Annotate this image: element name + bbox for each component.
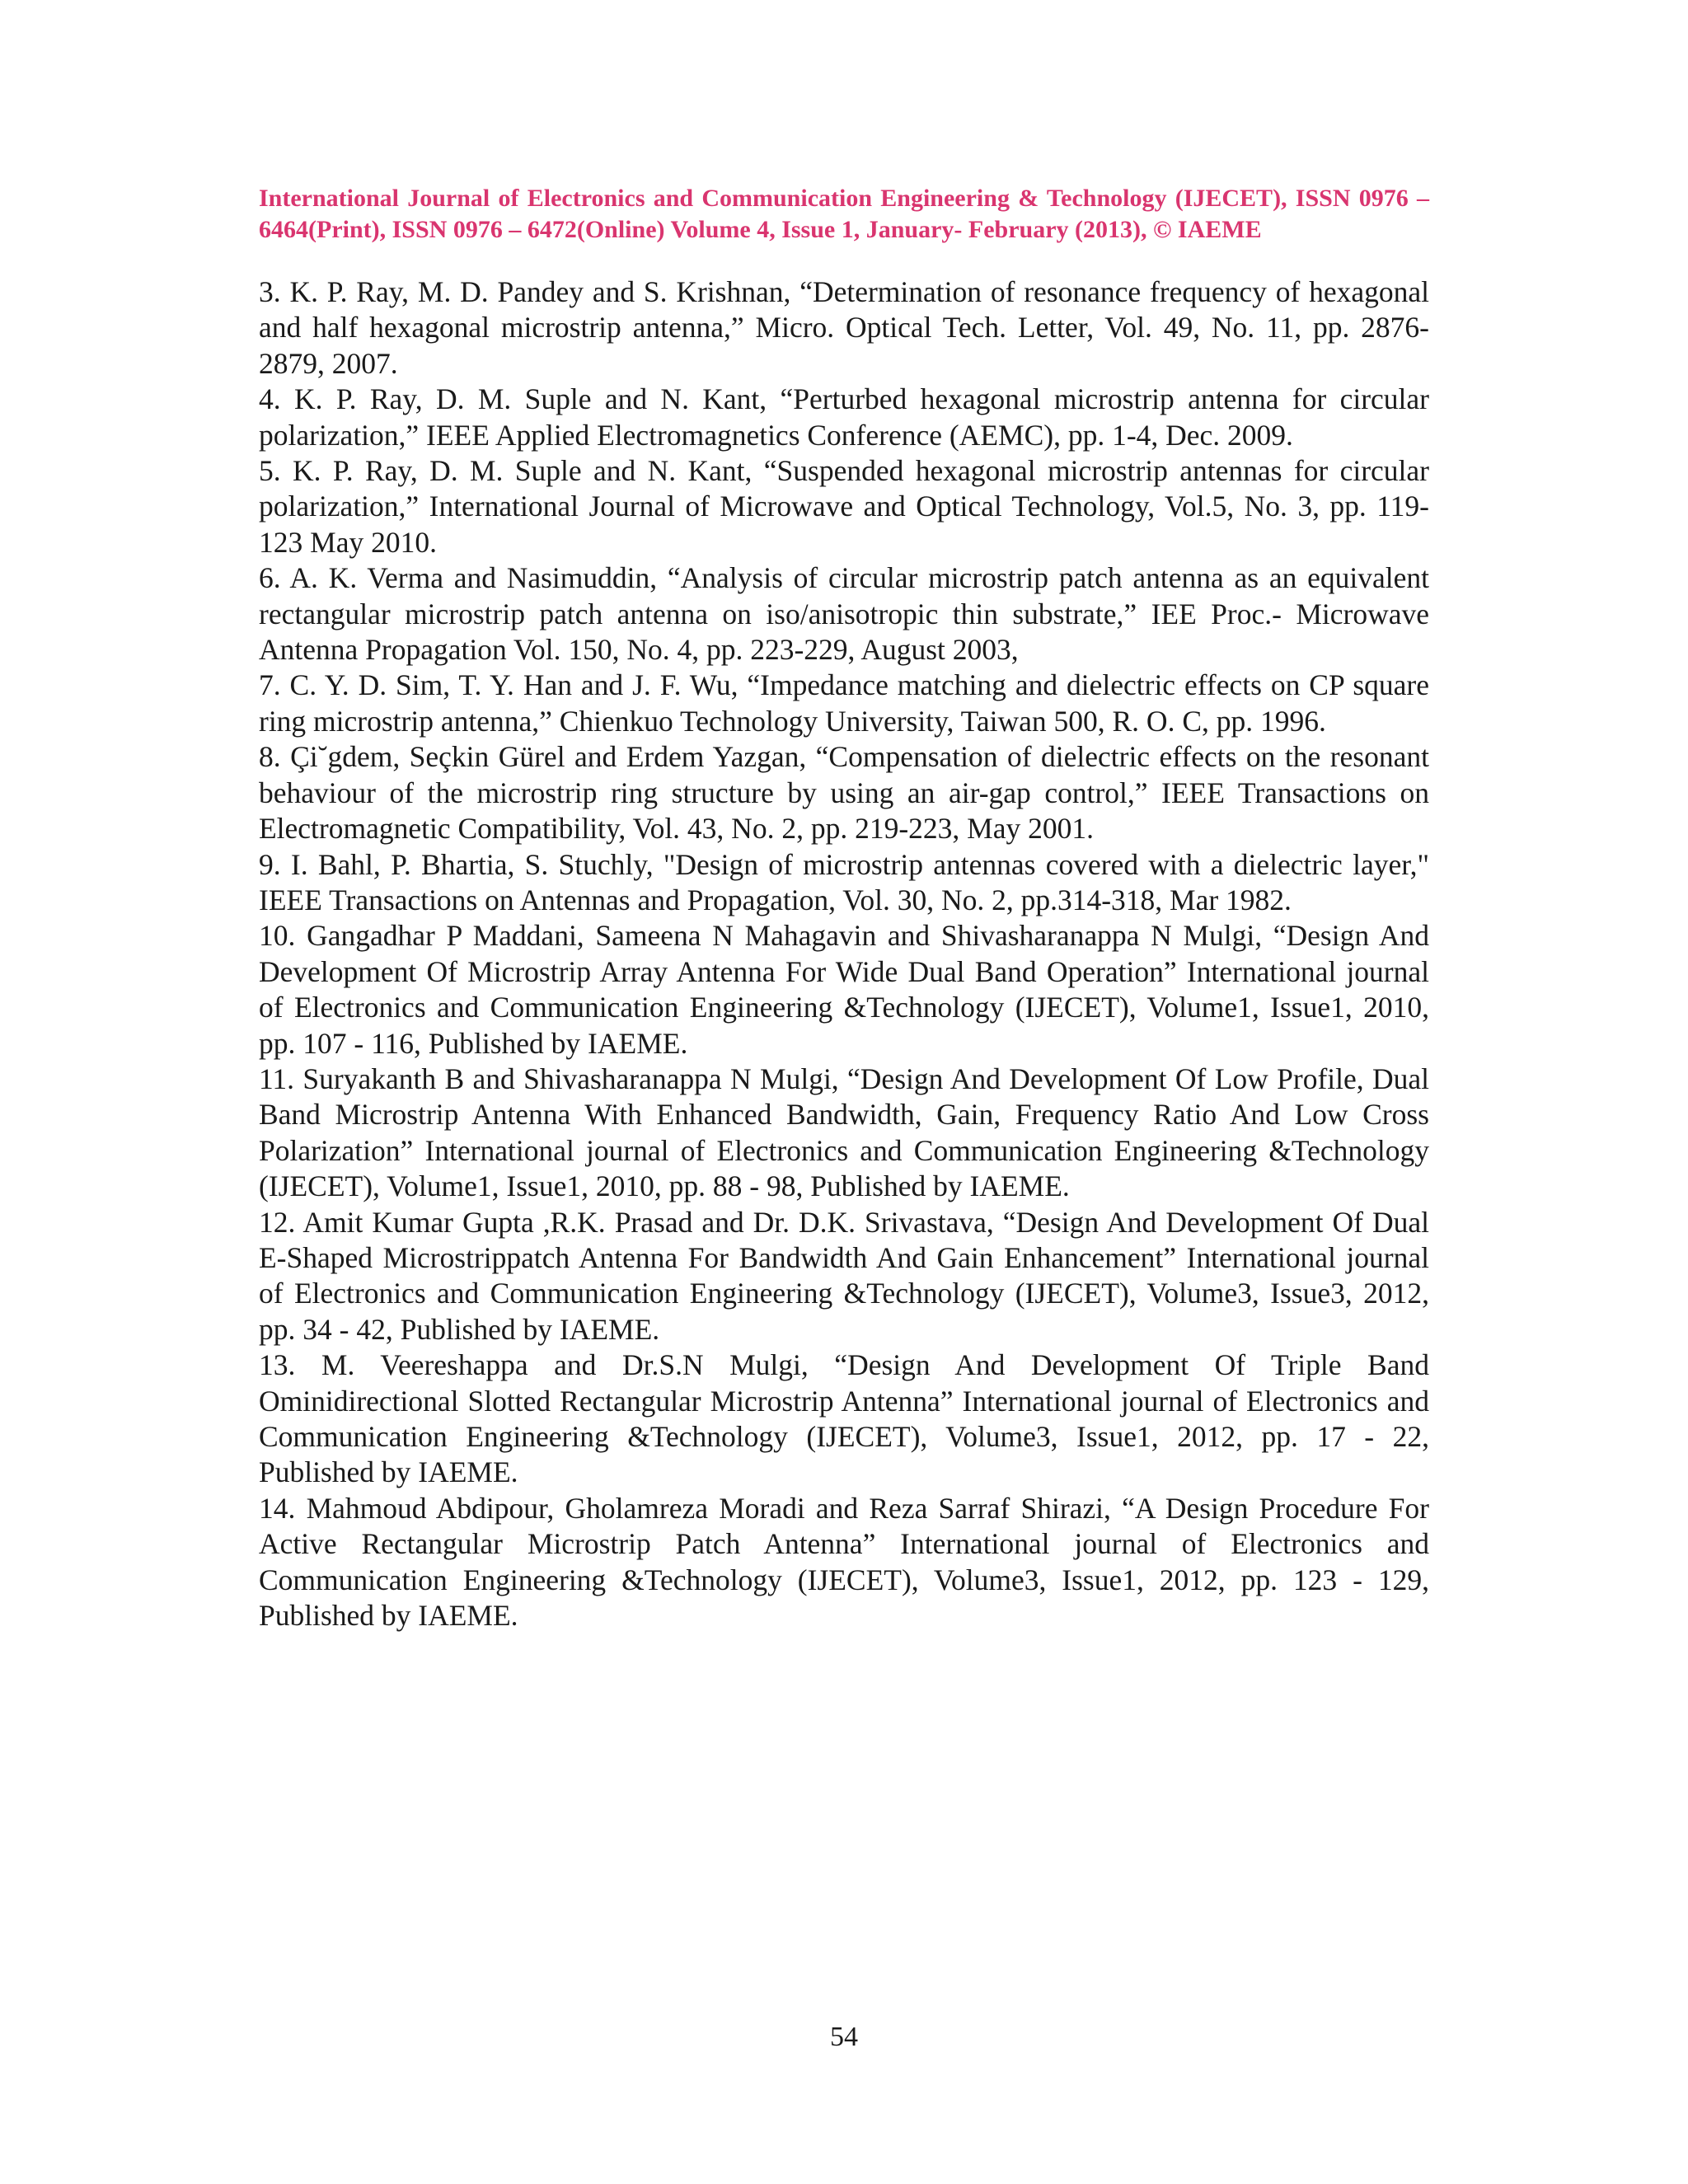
reference-item: 12. Amit Kumar Gupta ,R.K. Prasad and Dr. D.K. Srivastava, “Design And Development Of Dual E-Shaped Microstrippatch Antenna For Bandwidth And Gain Enhancement” International journal of Electronics and Communication Engineering &Technology (IJECET), Volume3, Issue3, 2012, pp. 34 - 42, Published by IAEME. — [259, 1205, 1429, 1346]
reference-item: 10. Gangadhar P Maddani, Sameena N Mahagavin and Shivasharanappa N Mulgi, “Design And Development Of Microstrip Array Antenna For Wide Dual Band Operation” International journal of Electronics and Communication Engineering &Technology (IJECET), Volume1, Issue1, 2010, pp. 107 - 116, Published by IAEME. — [259, 919, 1429, 1060]
reference-item: 3. K. P. Ray, M. D. Pandey and S. Krishnan, “Determination of resonance frequency of hexagonal and half hexagonal microstrip antenna,” Micro. Optical Tech. Letter, Vol. 49, No. 11, pp. 2876-2879, 2007. — [259, 275, 1429, 380]
journal-header: International Journal of Electronics and Communication Engineering & Technology (IJECET), ISSN 0976 – 6464(Print), ISSN 0976 – 6472(Online) Volume 4, Issue 1, January- February (2013), © IAEME — [259, 185, 1429, 243]
reference-item: 6. A. K. Verma and Nasimuddin, “Analysis of circular microstrip patch antenna as an equivalent rectangular microstrip patch antenna on iso/anisotropic thin substrate,” IEE Proc.- Microwave Antenna Propagation Vol. 150, No. 4, pp. 223-229, August 2003, — [259, 561, 1429, 667]
reference-item: 4. K. P. Ray, D. M. Suple and N. Kant, “Perturbed hexagonal microstrip antenna for circular polarization,” IEEE Applied Electromagnetics Conference (AEMC), pp. 1-4, Dec. 2009. — [259, 382, 1429, 452]
reference-item: 5. K. P. Ray, D. M. Suple and N. Kant, “Suspended hexagonal microstrip antennas for circular polarization,” International Journal of Microwave and Optical Technology, Vol.5, No. 3, pp. 119-123 May 2010. — [259, 454, 1429, 559]
reference-item: 9. I. Bahl, P. Bhartia, S. Stuchly, "Design of microstrip antennas covered with a dielectric layer," IEEE Transactions on Antennas and Propagation, Vol. 30, No. 2, pp.314-318, Mar 1982. — [259, 847, 1429, 916]
reference-item: 8. Çi˘gdem, Seçkin Gürel and Erdem Yazgan, “Compensation of dielectric effects on the resonant behaviour of the microstrip ring structure by using an air-gap control,” IEEE Transactions on Electromagnetic Compatibility, Vol. 43, No. 2, pp. 219-223, May 2001. — [259, 740, 1429, 846]
reference-list — [259, 274, 1429, 1633]
reference-item: 7. C. Y. D. Sim, T. Y. Han and J. F. Wu, “Impedance matching and dielectric effects on CP square ring microstrip antenna,” Chienkuo Technology University, Taiwan 500, R. O. C, pp. 1996. — [259, 668, 1429, 738]
reference-item: 13. M. Veereshappa and Dr.S.N Mulgi, “Design And Development Of Triple Band Ominidirectional Slotted Rectangular Microstrip Antenna” International journal of Electronics and Communication Engineering &Technology (IJECET), Volume3, Issue1, 2012, pp. 17 - 22, Published by IAEME. — [259, 1348, 1429, 1489]
page-number: 54 — [830, 2022, 858, 2052]
reference-item: 11. Suryakanth B and Shivasharanappa N Mulgi, “Design And Development Of Low Profile, Dual Band Microstrip Antenna With Enhanced Bandwidth, Gain, Frequency Ratio And Low Cross Polarization” International journal of Electronics and Communication Engineering &Technology (IJECET), Volume1, Issue1, 2010, pp. 88 - 98, Published by IAEME. — [259, 1062, 1429, 1203]
reference-item: 14. Mahmoud Abdipour, Gholamreza Moradi and Reza Sarraf Shirazi, “A Design Procedure For Active Rectangular Microstrip Patch Antenna” International journal of Electronics and Communication Engineering &Technology (IJECET), Volume3, Issue1, 2012, pp. 123 - 129, Published by IAEME. — [259, 1491, 1429, 1633]
